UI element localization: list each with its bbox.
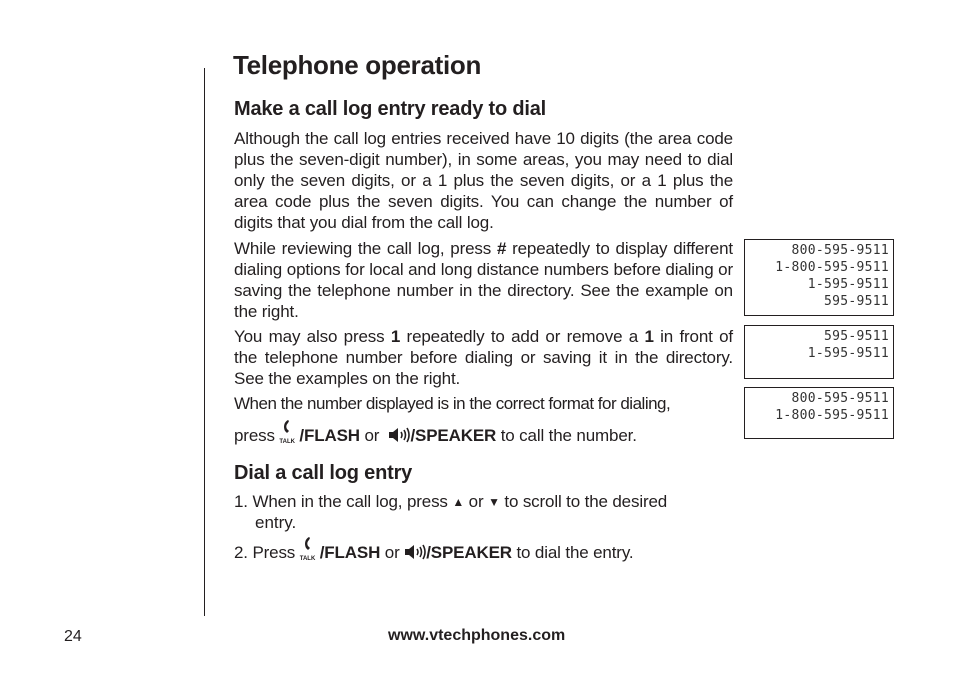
talk-icon <box>300 536 320 562</box>
text-run: 2. Press <box>234 543 300 562</box>
hash-key: # <box>496 239 507 258</box>
speaker-icon <box>404 544 426 565</box>
talk-icon <box>279 419 299 445</box>
step-1-continued: entry. <box>255 513 297 532</box>
section-heading-make-ready: Make a call log entry ready to dial <box>234 98 547 120</box>
text-run: or <box>380 543 405 562</box>
text-run: repeatedly to display different dialing options for local and long distance numbers before dialing or saving the telephone number in the directory. See the example on the right. <box>234 239 733 321</box>
talk-icon-text: TALK <box>299 556 316 562</box>
talk-icon-text: TALK <box>279 439 295 445</box>
display-line: 1-800-595-9511 <box>775 260 889 275</box>
paragraph-press-one <box>234 326 733 389</box>
speaker-label: /SPEAKER <box>426 543 512 562</box>
text-run: repeatedly to add or remove a <box>400 327 645 346</box>
display-line: 800-595-9511 <box>791 391 889 406</box>
display-line: 1-800-595-9511 <box>775 408 889 423</box>
text-run: 1. When in the call log, press <box>234 492 453 511</box>
text-run: You may also press <box>234 327 391 346</box>
display-example-one-long <box>744 387 894 439</box>
one-key: 1 <box>644 327 654 346</box>
speaker-icon <box>388 427 410 448</box>
text-run: to call the number. <box>496 426 637 445</box>
text-run: or <box>359 426 384 445</box>
one-key: 1 <box>390 327 401 346</box>
display-example-hash <box>744 239 894 316</box>
page-title: Telephone operation <box>233 50 482 80</box>
display-line: 1-595-9511 <box>807 346 889 361</box>
display-line: 595-9511 <box>823 294 889 309</box>
flash-label: /FLASH <box>319 543 381 562</box>
display-example-one-local <box>744 325 894 379</box>
paragraph-press-hash <box>234 238 733 322</box>
paragraph-correct-format: When the number displayed is in the correct format for dialing, <box>234 394 671 413</box>
step-2 <box>234 536 633 565</box>
up-arrow-icon: ▲ <box>452 495 465 509</box>
speaker-label: /SPEAKER <box>410 426 497 445</box>
footer-url: www.vtechphones.com <box>388 627 566 644</box>
section-heading-dial: Dial a call log entry <box>234 462 413 484</box>
text-run: to dial the entry. <box>511 543 634 562</box>
display-line: 1-595-9511 <box>807 277 889 292</box>
page-number: 24 <box>64 628 82 645</box>
down-arrow-icon: ▼ <box>488 495 500 509</box>
step-1 <box>234 491 667 513</box>
text-run: to scroll to the desired <box>499 492 668 511</box>
call-instruction-line <box>234 419 637 448</box>
margin-rule <box>204 68 205 616</box>
flash-label: /FLASH <box>299 426 360 445</box>
display-line: 800-595-9511 <box>791 243 889 258</box>
paragraph-intro: Although the call log entries received have 10 digits (the area code plus the seven-digit number), in some areas, you may need to dial only the seven digits, or a 1 plus the seven digits, or a 1 plus the area code plus the seven digits. You can change the number of digits that you dial from the call log. <box>234 129 733 232</box>
text-run: press <box>234 426 280 445</box>
text-run: While reviewing the call log, press <box>234 239 497 258</box>
text-run: or <box>464 492 489 511</box>
text-run: in front of the telephone number before dialing or saving it in the directory. See the examples on the right. <box>234 327 733 388</box>
display-line: 595-9511 <box>823 329 889 344</box>
